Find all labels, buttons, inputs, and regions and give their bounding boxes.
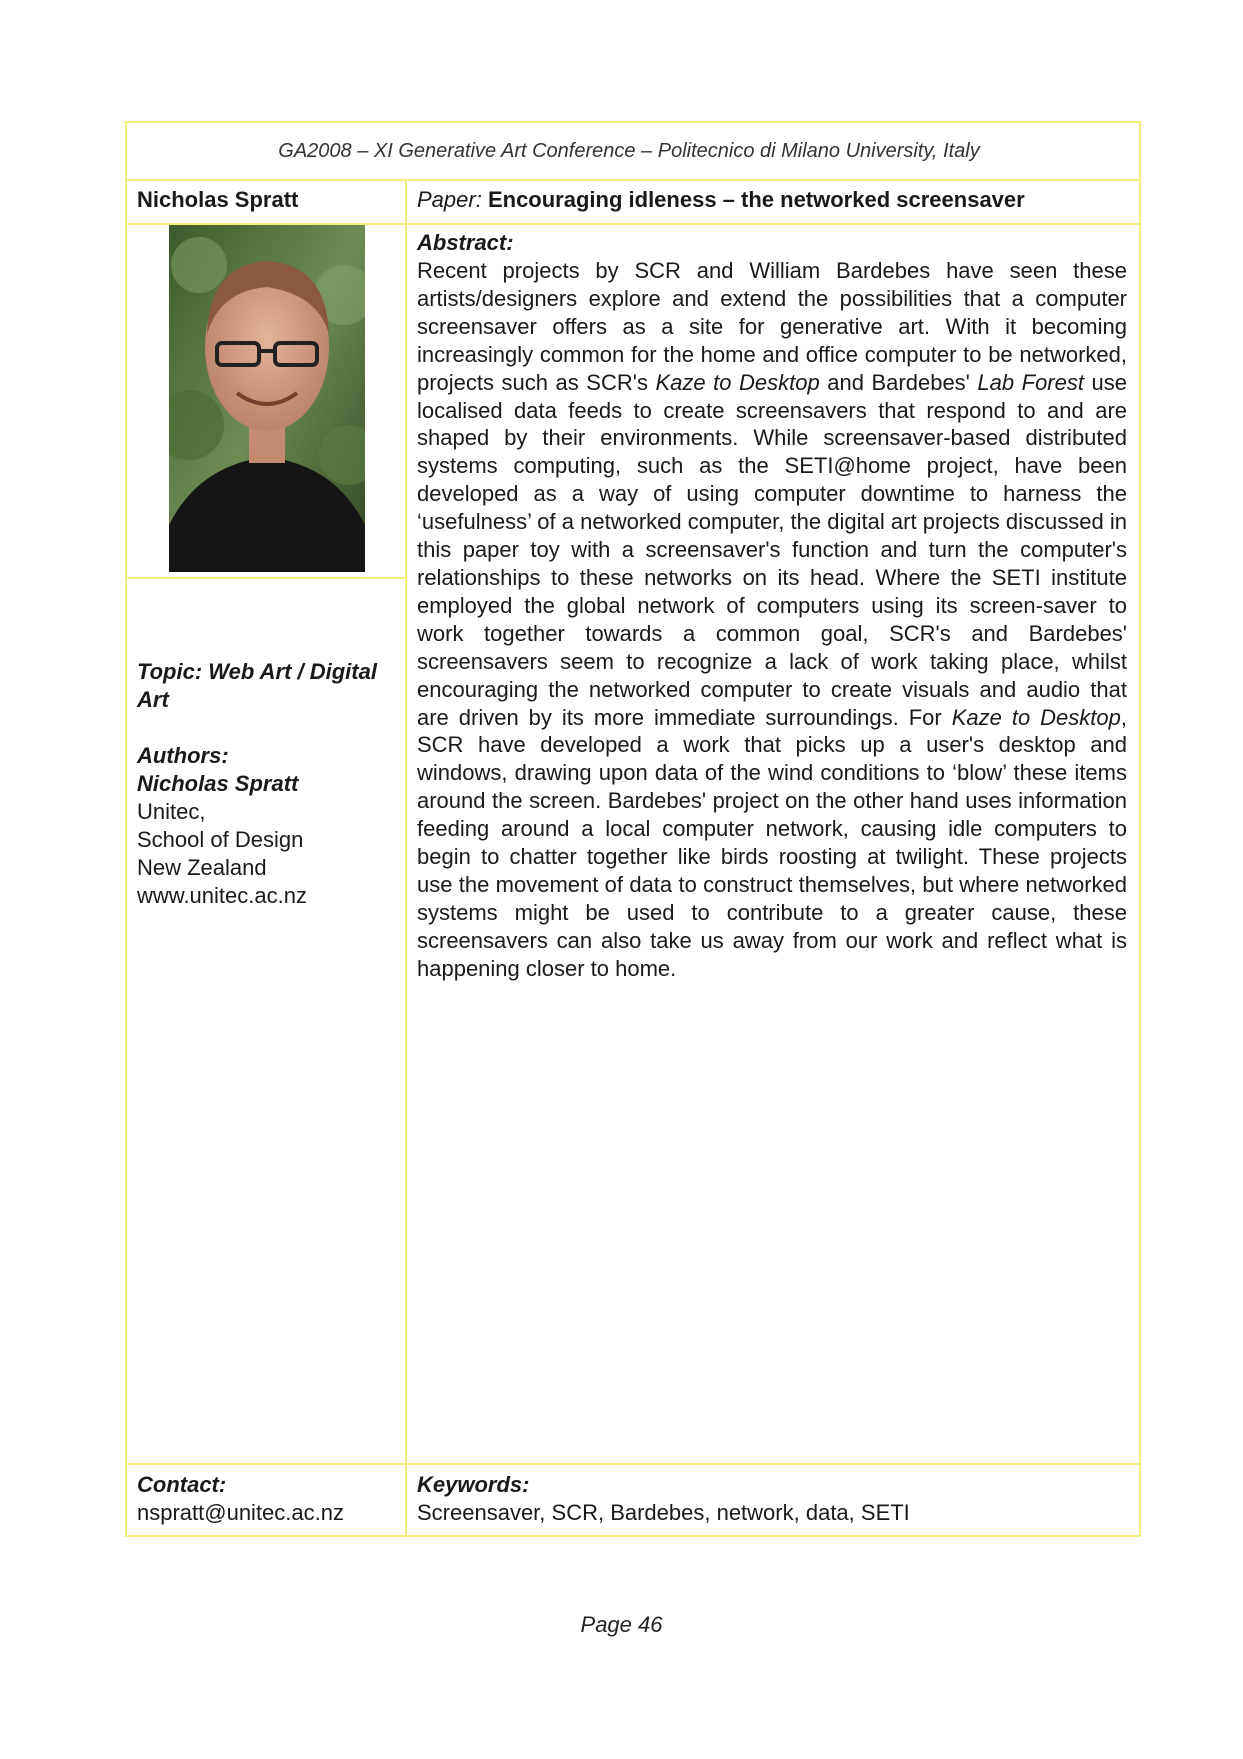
sidebar-author-name: Nicholas Spratt [137,771,299,796]
author-cell [127,181,407,223]
keywords-label: Keywords: [417,1472,530,1497]
conference-header [125,121,1141,181]
contact-label: Contact: [137,1472,227,1497]
abstract-italic-run: Kaze to Desktop [655,369,820,395]
abstract-run: , SCR have developed a work that picks up a user's desktop and windows, drawing upon data of the wind conditions to ‘blow’ these items around the screen. Bardebes' project on the other hand uses information feeding around a local computer network, causing idle computers to begin to chatter together like birds roosting at twilight. These projects use the movement of data to construct themselves, but where networked systems might be used to contribute to a greater cause, these screensavers can also take us away from our work and reflect what is happening closer to home. [417,704,1127,981]
photo-frame [127,225,405,579]
author-name: Nicholas Spratt [137,187,299,212]
page-number: Page 46 [580,1612,663,1637]
author-photo [169,225,365,572]
title-row [125,181,1141,225]
sidebar [127,225,407,1463]
abstract-run: use localised data feeds to create screensavers that respond to and are shaped by their environments. While screensaver-based distributed systems computing, such as the SETI@home project, have been developed as a way of using computer downtime to harness the ‘usefulness’ of a networked computer, the digital art projects discussed in this paper toy with a screensaver's function and turn the computer's relationships to these networks on its head. Where the SETI institute employed the global network of computers using its screen-saver to work together towards a common goal, SCR's and Bardebes' screensavers seem to recognize a lack of work taking place, whilst encouraging the networked computer to create visuals and audio that are driven by its more immediate surroundings. For [417,369,1127,730]
affiliation-url: www.unitec.ac.nz [137,883,307,908]
affiliation-line: Unitec, [137,799,206,824]
paper-sheet [125,121,1141,1537]
abstract-italic-run: Kaze to Desktop [951,704,1121,730]
abstract-italic-run: Lab Forest [977,369,1084,395]
paper-title: Encouraging idleness – the networked screensaver [487,187,1025,212]
footer-row [125,1465,1141,1537]
affiliation-line: New Zealand [137,855,267,880]
abstract-run: and Bardebes' [819,369,978,395]
abstract-label: Abstract: [417,230,514,255]
body-row [125,225,1141,1465]
abstract-text [417,257,1127,983]
paper-title-cell [407,181,1139,223]
keywords: Screensaver, SCR, Bardebes, network, data, SETI [417,1500,910,1525]
contact-email: nspratt@unitec.ac.nz [137,1500,344,1525]
topic: Topic: Web Art / Digital Art [137,659,377,712]
abstract-cell [407,225,1139,1463]
authors-label: Authors: [137,743,229,768]
paper-label: Paper: [417,187,482,212]
author-meta [137,658,399,910]
abstract-run: Recent projects by SCR and William Bardebes have seen these artists/designers explore and extend the possibilities that a computer screensaver offers as a site for generative art. With it becoming increasingly common for the home and office computer to be networked, projects such as SCR's [417,258,1127,395]
conference-title: GA2008 – XI Generative Art Conference – Politecnico di Milano University, Italy [278,139,980,162]
keywords-cell [407,1465,1139,1535]
contact-cell [127,1465,407,1535]
affiliation-line: School of Design [137,827,304,852]
